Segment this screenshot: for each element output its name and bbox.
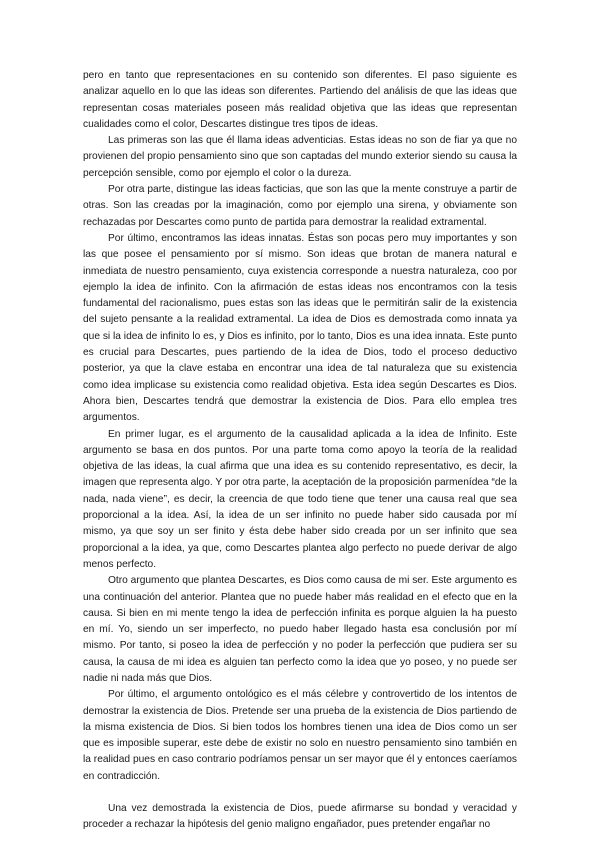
paragraph-argumento-ontologico: Por último, el argumento ontológico es el más célebre y controvertido de los intentos de demostrar la existencia de Dios. Pretende ser una prueba de la existencia de Dios partiendo de la misma existencia de Dios. Si bien todos los hombres tienen una idea de Dios como un ser que es imposible superar, este debe de existir no solo en nuestro pensamiento sino también en la realidad pues en caso contrario podríamos pensar un ser mayor que él y entonces caeríamos en contradicción. [83, 689, 517, 782]
body-text [83, 68, 517, 834]
paragraph-adventicias: Las primeras son las que él llama ideas adventicias. Estas ideas no son de fiar ya que no provienen del propio pensamiento sino que son captadas del mundo exterior siendo su causa la percepción sensible, como por ejemplo el color o la dureza. [83, 135, 517, 179]
paragraph-argumento-causalidad: En primer lugar, es el argumento de la causalidad aplicada a la idea de Infinito. Este argumento se basa en dos puntos. Por una parte toma como apoyo la teoría de la realidad objetiva de las ideas, la cual afirma que una idea es su contenido representativo, es decir, la imagen que representa algo. Y por otra parte, la aceptación de la proposición parmenídea “de la nada, nada viene”, es decir, la creencia de que todo tiene que tener una causa real que sea proporcional a la idea. Así, la idea de un ser infinito no puede haber sido causada por mí mismo, ya que soy un ser finito y ésta debe haber sido creada por un ser infinito que sea proporcional a la idea, ya que, como Descartes plantea algo perfecto no puede derivar de algo menos perfecto. [83, 428, 518, 570]
paragraph-facticias: Por otra parte, distingue las ideas facticias, que son las que la mente construye a partir de otras. Son las creadas por la imaginación, como por ejemplo una sirena, y obviamente son rechazadas por Descartes como punto de partida para demostrar la realidad extramental. [83, 184, 517, 228]
paragraph-conclusion: Una vez demostrada la existencia de Dios, puede afirmarse su bondad y veracidad y proceder a rechazar la hipótesis del genio maligno engañador, pues pretender engañar no [83, 803, 517, 831]
paragraph-innatas: Por último, encontramos las ideas innatas. Éstas son pocas pero muy importantes y son las que posee el pensamiento por sí mismo. Son ideas que brotan de manera natural e inmediata de nuestro pensamiento, cuya existencia corresponde a nuestra naturaleza, coo por ejemplo la idea de infinito. Con la afirmación de estas ideas nos encontramos con la tesis fundamental del racionalismo, pues estas son las ideas que le permitirán salir de la existencia del sujeto pensante a la realidad extramental. La idea de Dios es demostrada como innata ya que si la idea de infinito lo es, y Dios es infinito, por lo tanto, Dios es una idea innata. Este punto es crucial para Descartes, pues partiendo de la idea de Dios, todo el proceso deductivo posterior, ya que la clave estaba en encontrar una idea de tal naturaleza que su existencia como idea implicase su existencia como realidad objetiva. Esta idea según Descartes es Dios. Ahora bien, Descartes tendrá que demostrar la existencia de Dios. Para ello emplea tres argumentos. [83, 232, 517, 424]
paragraph-argumento-causa-ser: Otro argumento que plantea Descartes, es Dios como causa de mi ser. Este argumento es una continuación del anterior. Plantea que no puede haber más realidad en el efecto que en la causa. Si bien en mi mente tengo la idea de perfección infinita es porque alguien la ha puesto en mí. Yo, siendo un ser imperfecto, no puedo haber llegado hasta esa conclusión por mí mismo. Por tanto, si poseo la idea de perfección y no poder la perfección que pudiera ser su causa, la causa de mi idea es alguien tan perfecto como la idea que yo poseo, y no puede ser nadie ni nada más que Dios. [83, 575, 517, 684]
paragraph-intro: pero en tanto que representaciones en su contenido son diferentes. El paso siguiente es analizar aquello en lo que las ideas son diferentes. Partiendo del análisis de que las ideas que representan cosas materiales poseen más realidad objetiva que las ideas que representan cualidades como el color, Descartes distingue tres tipos de ideas. [83, 70, 517, 130]
